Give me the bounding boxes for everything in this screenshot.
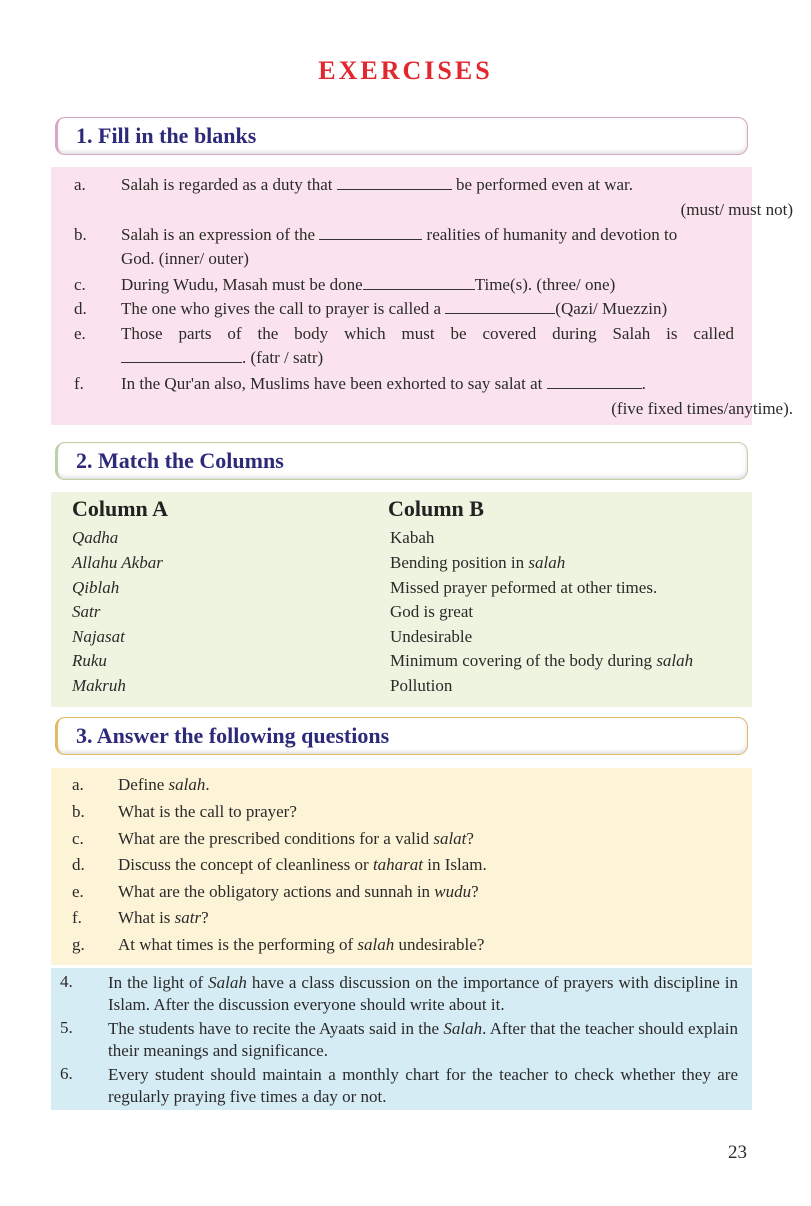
section-3-heading: 3. Answer the following questions bbox=[76, 723, 390, 748]
item-letter: e. bbox=[74, 324, 86, 343]
page-title: EXERCISES bbox=[318, 56, 493, 85]
section-3-heading-bar bbox=[55, 717, 748, 755]
fill-item-c: During Wudu, Masah must be done Time(s). (three/ one) bbox=[121, 275, 616, 294]
fill-item-e: Those parts of the body which must be covered during Salah is called bbox=[121, 324, 734, 343]
question-g: At what times is the performing of salah undesirable? bbox=[118, 935, 485, 954]
activity-5: The students have to recite the Ayaats said in the Salah. After that the teacher should explain their meanings and significance. bbox=[108, 1019, 738, 1060]
item-letter: d. bbox=[74, 299, 87, 318]
column-a-item: Qadha bbox=[72, 528, 119, 547]
activity-number: 4. bbox=[60, 972, 73, 991]
column-a-item: Najasat bbox=[72, 627, 125, 646]
question-a: Define salah. bbox=[118, 775, 210, 794]
column-b-title: Column B bbox=[388, 496, 484, 521]
question-letter: c. bbox=[72, 829, 84, 848]
question-letter: a. bbox=[72, 775, 84, 794]
activity-4: In the light of Salah have a class discussion on the importance of prayers with discipline in Islam. After the discussion everyone should write about it. bbox=[108, 973, 738, 1014]
page-number: 23 bbox=[728, 1142, 747, 1163]
question-letter: f. bbox=[72, 908, 82, 927]
fill-item-b: Salah is an expression of the realities of humanity and devotion to bbox=[121, 225, 678, 244]
section-1-heading: 1. Fill in the blanks bbox=[76, 123, 257, 148]
activity-number: 6. bbox=[60, 1064, 73, 1083]
column-b-item: Pollution bbox=[390, 676, 453, 695]
question-letter: b. bbox=[72, 802, 85, 821]
column-b-item: God is great bbox=[390, 602, 474, 621]
activity-6: Every student should maintain a monthly chart for the teacher to check whether they are regularly praying five times a day or not. bbox=[108, 1065, 738, 1106]
question-letter: e. bbox=[72, 882, 84, 901]
question-d: Discuss the concept of cleanliness or taharat in Islam. bbox=[118, 855, 487, 874]
column-a-item: Makruh bbox=[72, 676, 126, 695]
fill-item-f-options: (five fixed times/anytime). bbox=[611, 399, 793, 418]
column-b-item: Missed prayer peformed at other times. bbox=[390, 578, 658, 597]
section-1-heading-bar bbox=[55, 117, 748, 155]
column-a-item: Ruku bbox=[72, 651, 107, 670]
question-b: What is the call to prayer? bbox=[118, 802, 297, 821]
fill-item-e-cont: . (fatr / satr) bbox=[121, 348, 323, 368]
fill-item-b-cont: God. (inner/ outer) bbox=[121, 249, 249, 268]
question-f: What is satr? bbox=[118, 908, 209, 927]
item-letter: f. bbox=[74, 374, 84, 393]
column-b-item: Bending position in salah bbox=[390, 553, 566, 572]
item-letter: c. bbox=[74, 275, 86, 294]
section-2-heading-bar bbox=[55, 442, 748, 480]
item-letter: a. bbox=[74, 175, 86, 194]
fill-item-a: Salah is regarded as a duty that be performed even at war. bbox=[121, 175, 633, 194]
column-b-item: Undesirable bbox=[390, 627, 473, 646]
column-a-item: Allahu Akbar bbox=[72, 553, 163, 572]
column-b-item: Minimum covering of the body during salah bbox=[390, 651, 694, 670]
fill-item-f: In the Qur'an also, Muslims have been exhorted to say salat at . bbox=[121, 374, 646, 393]
question-letter: d. bbox=[72, 855, 85, 874]
column-a-item: Qiblah bbox=[72, 578, 120, 597]
section-2-heading: 2. Match the Columns bbox=[76, 448, 284, 473]
item-letter: b. bbox=[74, 225, 87, 244]
question-letter: g. bbox=[72, 935, 85, 954]
activity-number: 5. bbox=[60, 1018, 73, 1037]
match-columns-box bbox=[51, 492, 752, 707]
question-c: What are the prescribed conditions for a valid salat? bbox=[118, 829, 474, 848]
column-a-item: Satr bbox=[72, 602, 101, 621]
fill-item-d: The one who gives the call to prayer is called a (Qazi/ Muezzin) bbox=[121, 299, 668, 318]
fill-item-a-options: (must/ must not) bbox=[680, 200, 793, 219]
question-e: What are the obligatory actions and sunnah in wudu? bbox=[118, 882, 479, 901]
column-a-title: Column A bbox=[72, 496, 168, 521]
column-b-item: Kabah bbox=[390, 528, 435, 547]
